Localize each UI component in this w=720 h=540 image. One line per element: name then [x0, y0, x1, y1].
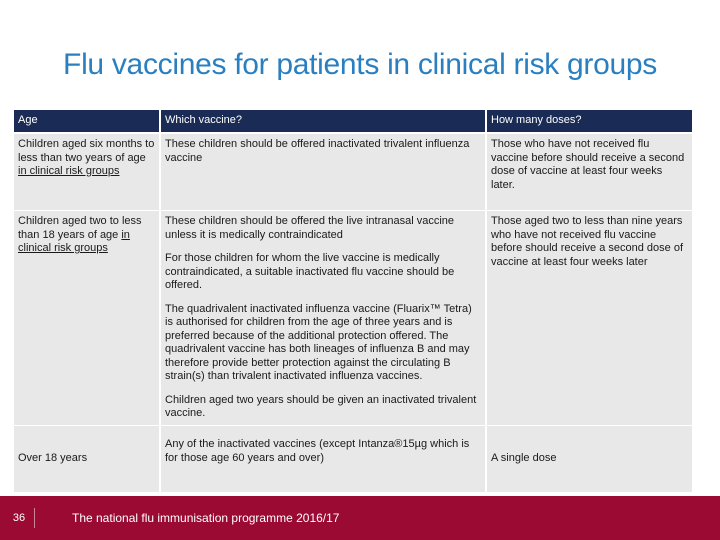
age-text: Children aged six months to less than two years of age: [18, 138, 155, 164]
doses-cell: A single dose: [486, 425, 692, 492]
table-header-row: [14, 110, 692, 133]
footer-bar: [0, 496, 720, 540]
table-row: [14, 133, 692, 211]
doses-cell: Those aged two to less than nine years who have not received flu vaccine before should receive a second dose of vaccine at least four weeks later: [486, 211, 692, 426]
header-age: Age: [14, 110, 160, 133]
vaccine-table: [14, 110, 692, 493]
vaccine-cell: [160, 133, 486, 211]
page-number: 36: [4, 508, 35, 528]
header-how-many-doses: How many doses?: [486, 110, 692, 133]
vaccine-paragraph: For those children for whom the live vaccine is medically contraindicated, a suitable inactivated flu vaccine should be offered.: [165, 252, 455, 291]
vaccine-paragraph: Any of the inactivated vaccines (except Intanza®15µg which is for those age 60 years and over): [165, 438, 470, 464]
table-row: [14, 425, 692, 492]
programme-title: The national flu immunisation programme 2016/17: [72, 511, 340, 525]
header-which-vaccine: Which vaccine?: [160, 110, 486, 133]
age-cell: Over 18 years: [14, 425, 160, 492]
age-cell: [14, 133, 160, 211]
vaccine-paragraph: These children should be offered inactivated trivalent influenza vaccine: [165, 138, 470, 164]
page-title: Flu vaccines for patients in clinical risk groups: [63, 48, 657, 81]
vaccine-paragraph: The quadrivalent inactivated influenza vaccine (Fluarix™ Tetra) is authorised for children from the age of three years and is preferred because of the additional protection offered. The quadrivalent vaccine has both lineages of influenza B and may therefore provide better protection against the circulating B strain(s) than trivalent inactivated influenza vaccines.: [165, 302, 472, 382]
age-text: Children aged two to less than 18 years of age: [18, 215, 142, 241]
clinical-risk-groups-link[interactable]: in clinical risk groups: [18, 165, 120, 177]
vaccine-paragraph: Children aged two years should be given an inactivated trivalent vaccine.: [165, 393, 477, 419]
table-row: [14, 211, 692, 426]
vaccine-cell: [160, 211, 486, 426]
age-cell: [14, 211, 160, 426]
vaccine-paragraph: These children should be offered the live intranasal vaccine unless it is medically contraindicated: [165, 215, 455, 241]
vaccine-cell: [160, 425, 486, 492]
doses-cell: Those who have not received flu vaccine before should receive a second dose of vaccine at least four weeks later.: [486, 133, 692, 211]
clinical-risk-groups-link[interactable]: in clinical risk groups: [18, 228, 130, 254]
